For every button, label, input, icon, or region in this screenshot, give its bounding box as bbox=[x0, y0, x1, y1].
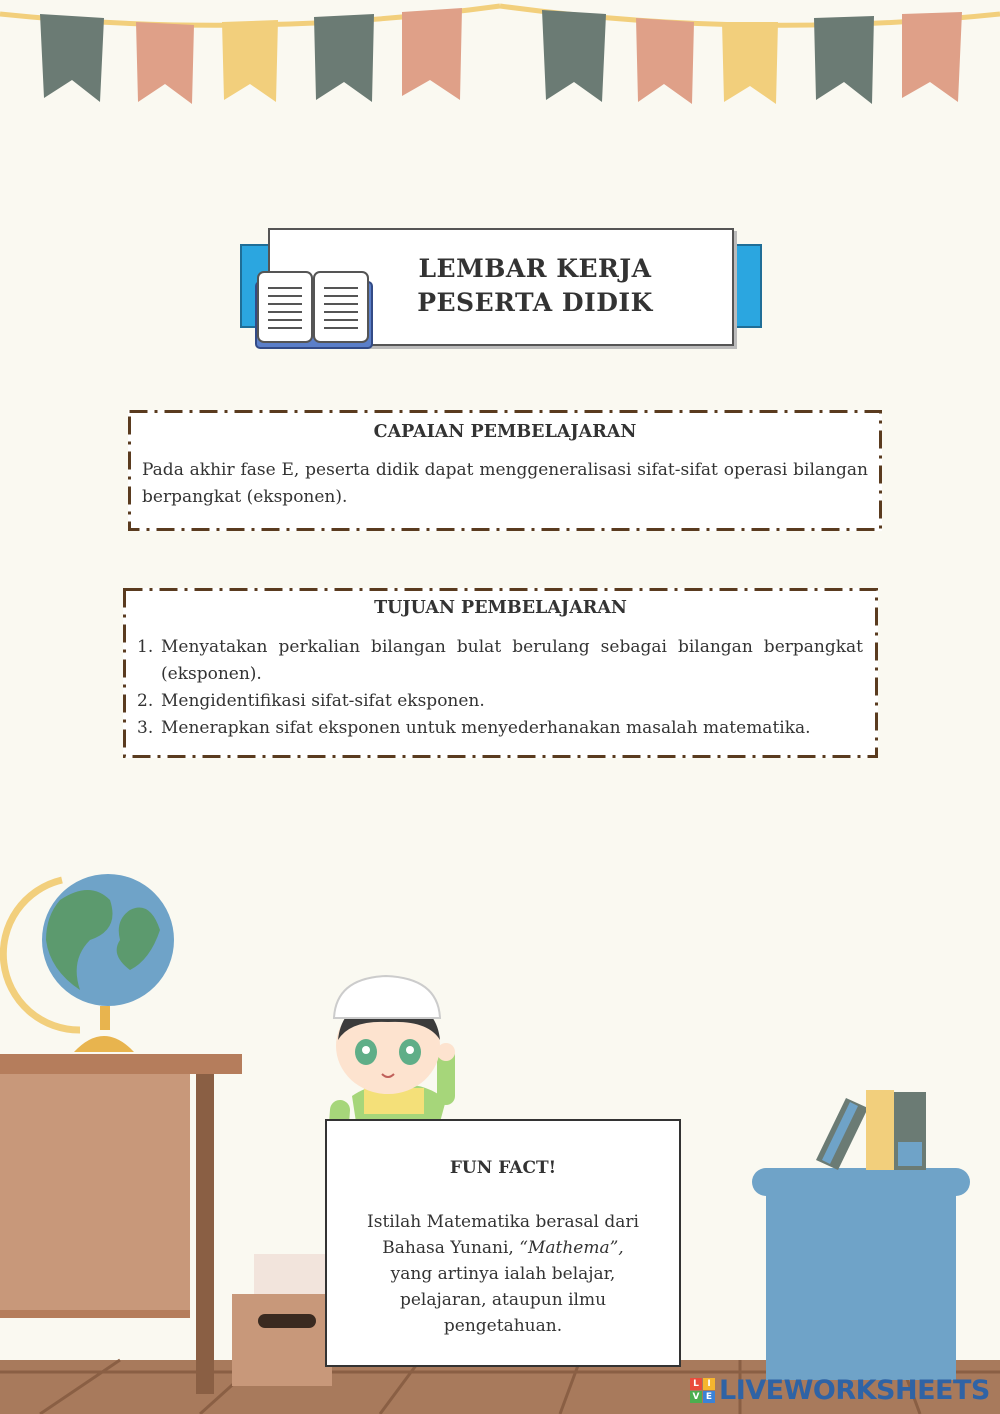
liveworksheets-watermark bbox=[690, 1372, 990, 1408]
logo-letter-i: I bbox=[703, 1378, 715, 1390]
logo-letter-e: E bbox=[703, 1391, 715, 1403]
page-title-line1: LEMBAR KERJA bbox=[418, 254, 652, 283]
funfact-line3: yang artinya ialah belajar, bbox=[390, 1264, 616, 1284]
list-item-text: Menerapkan sifat eksponen untuk menyederhanakan masalah matematika. bbox=[161, 718, 811, 738]
list-item-number: 3. bbox=[137, 718, 154, 738]
page-title bbox=[395, 252, 675, 320]
list-item bbox=[137, 634, 863, 688]
globe-icon bbox=[3, 874, 174, 1052]
funfact-line5: pengetahuan. bbox=[443, 1316, 563, 1336]
bunting-decoration bbox=[0, 0, 1000, 120]
funfact-line2-text: Bahasa Yunani, bbox=[382, 1238, 520, 1258]
liveworksheets-wordmark: LIVEWORKSHEETS bbox=[719, 1374, 990, 1406]
liveworksheets-logo-icon bbox=[690, 1378, 715, 1403]
cabinet bbox=[752, 1168, 970, 1380]
open-book-icon bbox=[252, 268, 376, 352]
funfact-term-mathema: “Mathema”, bbox=[519, 1238, 624, 1258]
funfact-text bbox=[345, 1209, 661, 1339]
tujuan-list bbox=[137, 634, 863, 742]
books-icon bbox=[816, 1090, 926, 1170]
tujuan-heading: TUJUAN PEMBELAJARAN bbox=[374, 598, 627, 618]
funfact-line2 bbox=[345, 1235, 661, 1261]
list-item-number: 2. bbox=[137, 691, 154, 711]
capaian-heading: CAPAIAN PEMBELAJARAN bbox=[373, 422, 637, 442]
capaian-text: Pada akhir fase E, peserta didik dapat menggeneralisasi sifat-sifat operasi bilangan berpangkat (eksponen). bbox=[142, 460, 868, 507]
logo-letter-l: L bbox=[690, 1378, 702, 1390]
page-title-line2: PESERTA DIDIK bbox=[417, 288, 653, 317]
logo-letter-v: V bbox=[690, 1391, 702, 1403]
list-item bbox=[137, 715, 863, 742]
list-item-text: Menyatakan perkalian bilangan bulat berulang sebagai bilangan berpangkat (eksponen). bbox=[161, 637, 863, 684]
storage-box bbox=[232, 1254, 334, 1386]
list-item-text: Mengidentifikasi sifat-sifat eksponen. bbox=[161, 691, 485, 711]
funfact-heading: FUN FACT! bbox=[449, 1158, 557, 1178]
list-item-number: 1. bbox=[137, 637, 154, 657]
bunting-flags bbox=[40, 8, 962, 104]
desk bbox=[0, 1054, 242, 1394]
funfact-line1: Istilah Matematika berasal dari bbox=[367, 1212, 639, 1232]
funfact-line4: pelajaran, ataupun ilmu bbox=[399, 1290, 607, 1310]
list-item bbox=[137, 688, 863, 715]
